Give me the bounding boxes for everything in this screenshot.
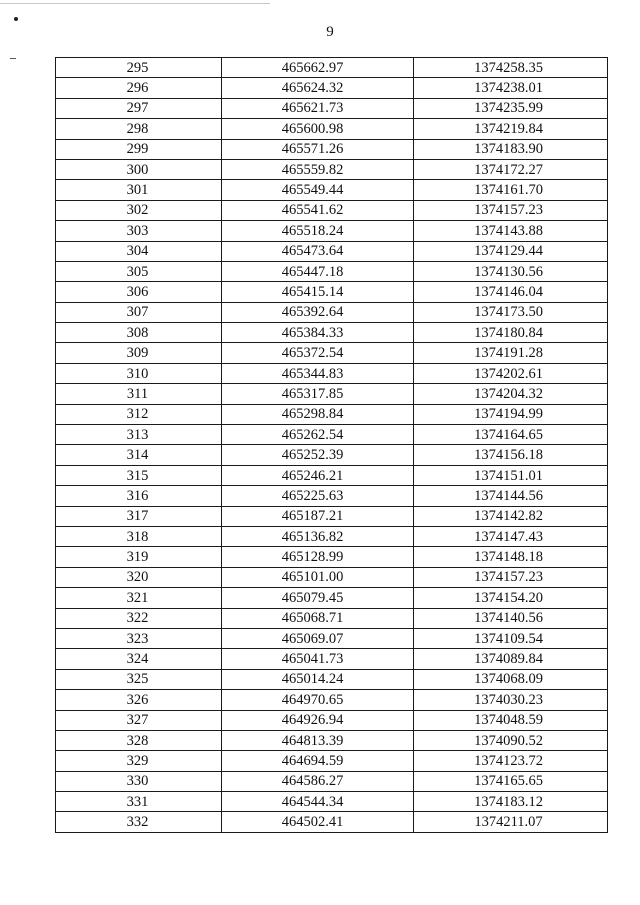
point-number-cell: 301 (56, 180, 222, 200)
y-coordinate-cell: 1374146.04 (414, 282, 608, 302)
table-row (56, 730, 608, 750)
table-row (56, 486, 608, 506)
x-coordinate-cell: 464694.59 (222, 751, 414, 771)
y-coordinate-cell: 1374130.56 (414, 261, 608, 281)
table-row (56, 445, 608, 465)
table-row (56, 649, 608, 669)
x-coordinate-cell: 465473.64 (222, 241, 414, 261)
y-coordinate-cell: 1374191.28 (414, 343, 608, 363)
scan-dash-mark (10, 58, 16, 59)
point-number-cell: 296 (56, 78, 222, 98)
x-coordinate-cell: 465372.54 (222, 343, 414, 363)
point-number-cell: 304 (56, 241, 222, 261)
x-coordinate-cell: 465225.63 (222, 486, 414, 506)
y-coordinate-cell: 1374129.44 (414, 241, 608, 261)
x-coordinate-cell: 465246.21 (222, 465, 414, 485)
table-row (56, 628, 608, 648)
point-number-cell: 316 (56, 486, 222, 506)
table-row (56, 506, 608, 526)
point-number-cell: 300 (56, 159, 222, 179)
table-row (56, 261, 608, 281)
point-number-cell: 298 (56, 119, 222, 139)
table-row (56, 139, 608, 159)
x-coordinate-cell: 465041.73 (222, 649, 414, 669)
table-row (56, 180, 608, 200)
point-number-cell: 315 (56, 465, 222, 485)
point-number-cell: 329 (56, 751, 222, 771)
table-row (56, 363, 608, 383)
table-row (56, 282, 608, 302)
table-row (56, 771, 608, 791)
table-row (56, 792, 608, 812)
x-coordinate-cell: 465600.98 (222, 119, 414, 139)
x-coordinate-cell: 465447.18 (222, 261, 414, 281)
x-coordinate-cell: 465262.54 (222, 425, 414, 445)
x-coordinate-cell: 465662.97 (222, 58, 414, 78)
table-row (56, 567, 608, 587)
y-coordinate-cell: 1374143.88 (414, 221, 608, 241)
x-coordinate-cell: 465079.45 (222, 588, 414, 608)
point-number-cell: 324 (56, 649, 222, 669)
point-number-cell: 306 (56, 282, 222, 302)
table-row (56, 343, 608, 363)
x-coordinate-cell: 464586.27 (222, 771, 414, 791)
y-coordinate-cell: 1374123.72 (414, 751, 608, 771)
table-row (56, 78, 608, 98)
x-coordinate-cell: 464813.39 (222, 730, 414, 750)
point-number-cell: 310 (56, 363, 222, 383)
point-number-cell: 309 (56, 343, 222, 363)
y-coordinate-cell: 1374183.12 (414, 792, 608, 812)
x-coordinate-cell: 464970.65 (222, 690, 414, 710)
point-number-cell: 308 (56, 323, 222, 343)
point-number-cell: 323 (56, 628, 222, 648)
y-coordinate-cell: 1374154.20 (414, 588, 608, 608)
x-coordinate-cell: 465549.44 (222, 180, 414, 200)
table-row (56, 812, 608, 832)
table-row (56, 221, 608, 241)
table-row (56, 404, 608, 424)
point-number-cell: 325 (56, 669, 222, 689)
x-coordinate-cell: 465415.14 (222, 282, 414, 302)
y-coordinate-cell: 1374144.56 (414, 486, 608, 506)
point-number-cell: 320 (56, 567, 222, 587)
point-number-cell: 297 (56, 98, 222, 118)
point-number-cell: 307 (56, 302, 222, 322)
point-number-cell: 314 (56, 445, 222, 465)
table-row (56, 58, 608, 78)
point-number-cell: 322 (56, 608, 222, 628)
y-coordinate-cell: 1374157.23 (414, 200, 608, 220)
point-number-cell: 295 (56, 58, 222, 78)
point-number-cell: 305 (56, 261, 222, 281)
x-coordinate-cell: 465101.00 (222, 567, 414, 587)
y-coordinate-cell: 1374211.07 (414, 812, 608, 832)
x-coordinate-cell: 464502.41 (222, 812, 414, 832)
point-number-cell: 312 (56, 404, 222, 424)
x-coordinate-cell: 465559.82 (222, 159, 414, 179)
y-coordinate-cell: 1374090.52 (414, 730, 608, 750)
y-coordinate-cell: 1374204.32 (414, 384, 608, 404)
x-coordinate-cell: 465624.32 (222, 78, 414, 98)
y-coordinate-cell: 1374156.18 (414, 445, 608, 465)
y-coordinate-cell: 1374147.43 (414, 526, 608, 546)
x-coordinate-cell: 465068.71 (222, 608, 414, 628)
point-number-cell: 311 (56, 384, 222, 404)
y-coordinate-cell: 1374089.84 (414, 649, 608, 669)
y-coordinate-cell: 1374140.56 (414, 608, 608, 628)
page-number: 9 (326, 24, 334, 40)
point-number-cell: 313 (56, 425, 222, 445)
x-coordinate-cell: 464544.34 (222, 792, 414, 812)
x-coordinate-cell: 465298.84 (222, 404, 414, 424)
table-row (56, 425, 608, 445)
y-coordinate-cell: 1374048.59 (414, 710, 608, 730)
point-number-cell: 328 (56, 730, 222, 750)
table-row (56, 200, 608, 220)
point-number-cell: 318 (56, 526, 222, 546)
y-coordinate-cell: 1374151.01 (414, 465, 608, 485)
x-coordinate-cell: 465384.33 (222, 323, 414, 343)
y-coordinate-cell: 1374164.65 (414, 425, 608, 445)
x-coordinate-cell: 465014.24 (222, 669, 414, 689)
x-coordinate-cell: 465128.99 (222, 547, 414, 567)
y-coordinate-cell: 1374238.01 (414, 78, 608, 98)
point-number-cell: 299 (56, 139, 222, 159)
table-row (56, 302, 608, 322)
coordinates-table-body (56, 58, 608, 833)
scan-edge-line (0, 3, 270, 4)
y-coordinate-cell: 1374142.82 (414, 506, 608, 526)
scan-dot-mark (14, 17, 18, 21)
table-row (56, 323, 608, 343)
x-coordinate-cell: 465136.82 (222, 526, 414, 546)
y-coordinate-cell: 1374161.70 (414, 180, 608, 200)
y-coordinate-cell: 1374148.18 (414, 547, 608, 567)
table-row (56, 465, 608, 485)
y-coordinate-cell: 1374219.84 (414, 119, 608, 139)
y-coordinate-cell: 1374172.27 (414, 159, 608, 179)
point-number-cell: 302 (56, 200, 222, 220)
y-coordinate-cell: 1374194.99 (414, 404, 608, 424)
point-number-cell: 332 (56, 812, 222, 832)
y-coordinate-cell: 1374258.35 (414, 58, 608, 78)
x-coordinate-cell: 465518.24 (222, 221, 414, 241)
x-coordinate-cell: 465187.21 (222, 506, 414, 526)
y-coordinate-cell: 1374165.65 (414, 771, 608, 791)
table-row (56, 751, 608, 771)
x-coordinate-cell: 465069.07 (222, 628, 414, 648)
point-number-cell: 317 (56, 506, 222, 526)
point-number-cell: 303 (56, 221, 222, 241)
table-row (56, 526, 608, 546)
x-coordinate-cell: 465571.26 (222, 139, 414, 159)
point-number-cell: 319 (56, 547, 222, 567)
x-coordinate-cell: 465621.73 (222, 98, 414, 118)
y-coordinate-cell: 1374068.09 (414, 669, 608, 689)
y-coordinate-cell: 1374109.54 (414, 628, 608, 648)
table-row (56, 669, 608, 689)
point-number-cell: 321 (56, 588, 222, 608)
table-row (56, 384, 608, 404)
table-row (56, 159, 608, 179)
y-coordinate-cell: 1374235.99 (414, 98, 608, 118)
table-row (56, 119, 608, 139)
table-row (56, 690, 608, 710)
x-coordinate-cell: 465252.39 (222, 445, 414, 465)
point-number-cell: 326 (56, 690, 222, 710)
coordinates-table (55, 57, 608, 833)
table-row (56, 710, 608, 730)
point-number-cell: 327 (56, 710, 222, 730)
x-coordinate-cell: 465317.85 (222, 384, 414, 404)
point-number-cell: 330 (56, 771, 222, 791)
table-row (56, 98, 608, 118)
y-coordinate-cell: 1374157.23 (414, 567, 608, 587)
table-row (56, 547, 608, 567)
x-coordinate-cell: 464926.94 (222, 710, 414, 730)
table-row (56, 608, 608, 628)
y-coordinate-cell: 1374173.50 (414, 302, 608, 322)
y-coordinate-cell: 1374030.23 (414, 690, 608, 710)
table-row (56, 241, 608, 261)
y-coordinate-cell: 1374180.84 (414, 323, 608, 343)
x-coordinate-cell: 465541.62 (222, 200, 414, 220)
x-coordinate-cell: 465344.83 (222, 363, 414, 383)
y-coordinate-cell: 1374202.61 (414, 363, 608, 383)
x-coordinate-cell: 465392.64 (222, 302, 414, 322)
point-number-cell: 331 (56, 792, 222, 812)
table-row (56, 588, 608, 608)
y-coordinate-cell: 1374183.90 (414, 139, 608, 159)
